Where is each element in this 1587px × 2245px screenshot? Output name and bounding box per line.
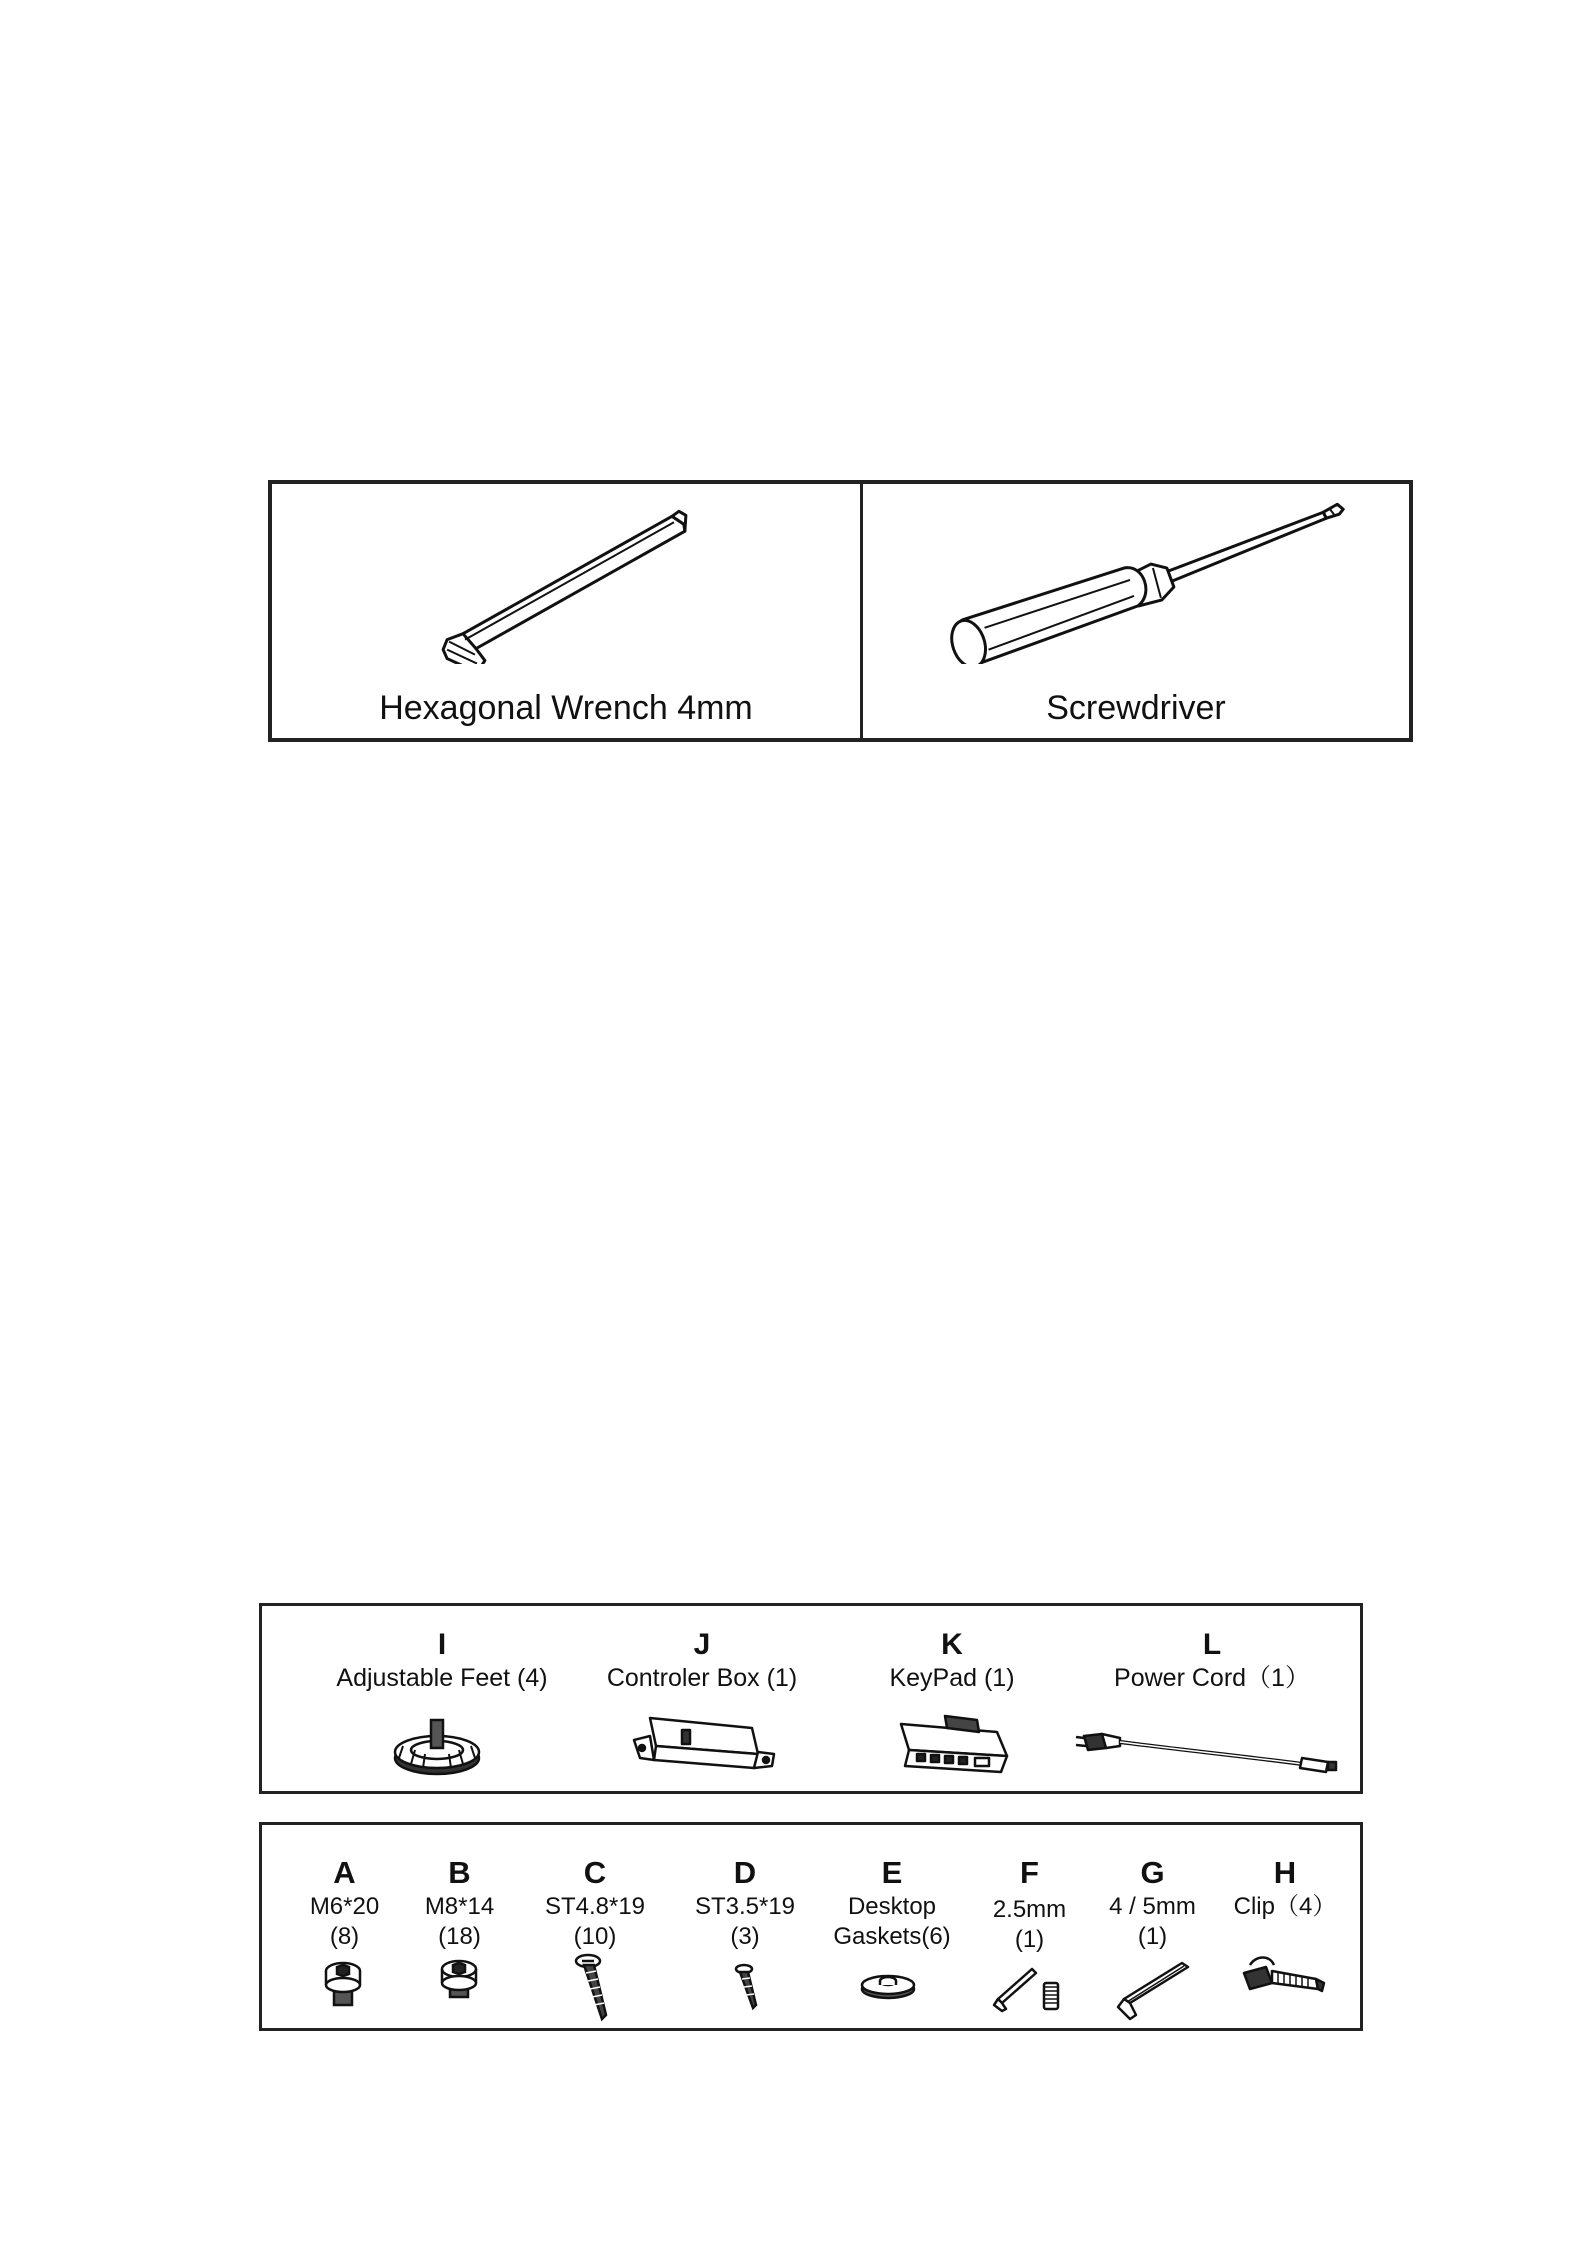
hardware-quantity: (1) [1014, 1926, 1045, 1953]
screwdriver-icon [863, 484, 1409, 664]
hardware-quantity: (18) [438, 1923, 481, 1950]
hardware-item-a [287, 1825, 402, 2028]
hardware-quantity: (3) [730, 1923, 760, 1950]
hardware-spec: Clip（4） [1233, 1893, 1337, 1920]
hardware-spec: ST4.8*19 [544, 1893, 646, 1920]
hardware-spec: Desktop [847, 1893, 937, 1920]
hardware-letter: B [448, 1855, 471, 1890]
hardware-spec: 4 / 5mm [1109, 1893, 1196, 1920]
hardware-letter: G [1140, 1855, 1165, 1890]
part-power-cord [1062, 1606, 1362, 1791]
part-letter: K [941, 1628, 963, 1661]
bolt-icon [287, 1953, 402, 2027]
hex-wrench-icon [272, 484, 860, 664]
part-adjustable-feet [327, 1606, 557, 1791]
hardware-spec: ST3.5*19 [694, 1893, 796, 1920]
hardware-quantity: (10) [573, 1923, 617, 1950]
gasket-icon [822, 1953, 962, 2027]
part-controller-box [582, 1606, 822, 1791]
power-cord-icon [1062, 1706, 1362, 1786]
hardware-item-b [402, 1825, 517, 2028]
part-name: KeyPad (1) [889, 1664, 1015, 1692]
hardware-quantity: Gaskets(6) [833, 1923, 951, 1950]
part-name: Power Cord（1） [1114, 1664, 1310, 1692]
screw-icon [520, 1953, 670, 2027]
parts-box [259, 1603, 1363, 1794]
tool-screwdriver [863, 484, 1409, 738]
part-letter: J [693, 1628, 711, 1661]
hardware-item-d [670, 1825, 820, 2028]
part-keypad [837, 1606, 1067, 1791]
keypad-icon [837, 1706, 1067, 1786]
hardware-spec: 2.5mm [992, 1896, 1067, 1923]
hardware-item-f [972, 1825, 1087, 2028]
tool-hex-wrench [272, 484, 863, 738]
hardware-letter: A [333, 1855, 356, 1890]
tool-label: Screwdriver [1046, 689, 1226, 727]
part-name: Controler Box (1) [606, 1664, 798, 1692]
part-letter: I [437, 1628, 447, 1661]
tool-label: Hexagonal Wrench 4mm [379, 689, 753, 727]
hardware-box [259, 1822, 1363, 2031]
small-hex-key-icon [972, 1953, 1087, 2027]
hardware-quantity: (8) [329, 1923, 360, 1950]
hardware-item-c [520, 1825, 670, 2028]
bolt-icon [402, 1953, 517, 2027]
screw-icon [670, 1953, 820, 2027]
hardware-letter: C [583, 1855, 607, 1890]
tools-box [268, 480, 1413, 742]
hardware-item-g [1090, 1825, 1215, 2028]
hardware-quantity: (1) [1137, 1923, 1168, 1950]
hardware-letter: E [881, 1855, 903, 1890]
controller-box-icon [582, 1706, 822, 1786]
hex-key-icon [1090, 1953, 1215, 2027]
cable-clip-icon [1220, 1943, 1350, 2017]
part-name: Adjustable Feet (4) [336, 1664, 548, 1692]
hardware-letter: F [1020, 1855, 1039, 1890]
adjustable-foot-icon [327, 1706, 557, 1786]
hardware-spec: M8*14 [424, 1893, 495, 1920]
hardware-letter: H [1273, 1855, 1297, 1890]
part-letter: L [1202, 1628, 1222, 1661]
hardware-letter: D [733, 1855, 757, 1890]
hardware-item-h [1220, 1825, 1350, 2028]
hardware-spec: M6*20 [309, 1893, 380, 1920]
hardware-item-e [822, 1825, 962, 2028]
